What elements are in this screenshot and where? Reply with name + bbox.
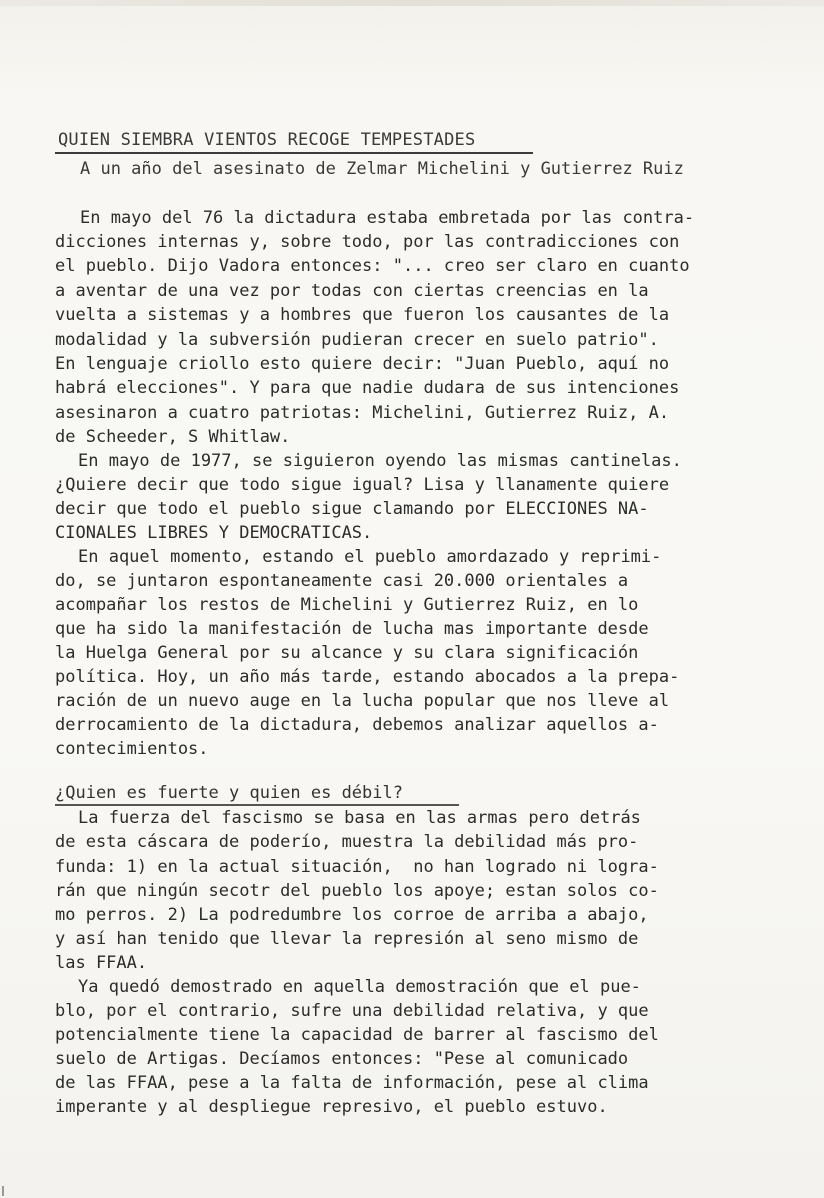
text-line: do, se juntaron espontaneamente casi 20.000 orientales a bbox=[55, 571, 629, 591]
text-line: derrocamiento de la dictadura, debemos analizar aquellos a- bbox=[55, 715, 659, 735]
text-line: que ha sido la manifestación de lucha mas importante desde bbox=[55, 619, 649, 639]
text-line: blo, por el contrario, sufre una debilidad relativa, y que bbox=[55, 1001, 649, 1021]
paper-margin-mark bbox=[2, 1186, 4, 1196]
text-line: CIONALES LIBRES Y DEMOCRATICAS. bbox=[55, 523, 373, 543]
paper-top-edge bbox=[0, 0, 824, 6]
text-line: dicciones internas y, sobre todo, por las contradicciones con bbox=[55, 232, 680, 252]
text-line: rán que ningún secotr del pueblo los apoye; estan solos co- bbox=[55, 881, 659, 901]
text-line: En mayo del 76 la dictadura estaba embretada por las contra- bbox=[80, 208, 695, 228]
text-line: de Scheeder, S Whitlaw. bbox=[55, 427, 291, 447]
text-line: la Huelga General por su alcance y su clara significación bbox=[55, 643, 639, 663]
text-line: suelo de Artigas. Decíamos entonces: "Pese al comunicado bbox=[55, 1049, 629, 1069]
text-line: de esta cáscara de poderío, muestra la debilidad más pro- bbox=[55, 832, 639, 852]
text-line: habrá elecciones". Y para que nadie dudara de sus intenciones bbox=[55, 378, 680, 398]
text-line: política. Hoy, un año más tarde, estando abocados a la prepa- bbox=[55, 667, 680, 687]
text-line: y así han tenido que llevar la represión al seno mismo de bbox=[55, 929, 639, 949]
text-line: En lenguaje criollo esto quiere decir: "Juan Pueblo, aquí no bbox=[55, 354, 670, 374]
text-line: ¿Quiere decir que todo sigue igual? Lisa y llanamente quiere bbox=[55, 475, 670, 495]
document-subtitle: A un año del asesinato de Zelmar Michelini y Gutierrez Ruiz bbox=[80, 159, 684, 179]
text-line: Ya quedó demostrado en aquella demostración que el pue- bbox=[78, 977, 641, 997]
text-line: el pueblo. Dijo Vadora entonces: "... creo ser claro en cuanto bbox=[55, 256, 690, 276]
text-line: ración de un nuevo auge en la lucha popular que nos lleve al bbox=[55, 691, 670, 711]
text-line: modalidad y la subversión pudieran crecer en suelo patrio". bbox=[55, 330, 659, 350]
text-line: acompañar los restos de Michelini y Gutierrez Ruiz, en lo bbox=[55, 595, 639, 615]
text-line: contecimientos. bbox=[55, 739, 209, 759]
text-line: La fuerza del fascismo se basa en las armas pero detrás bbox=[78, 808, 641, 828]
text-line: potencialmente tiene la capacidad de barrer al fascismo del bbox=[55, 1025, 659, 1045]
section-heading: ¿Quien es fuerte y quien es débil? bbox=[55, 783, 403, 803]
section-heading-underline bbox=[55, 804, 459, 806]
text-line: En mayo de 1977, se siguieron oyendo las mismas cantinelas. bbox=[78, 451, 682, 471]
text-line: En aquel momento, estando el pueblo amordazado y reprimi- bbox=[78, 547, 662, 567]
text-line: funda: 1) en la actual situación, no han logrado ni logra- bbox=[55, 857, 659, 877]
title-underline bbox=[55, 152, 533, 154]
text-line: vuelta a sistemas y a hombres que fueron los causantes de la bbox=[55, 305, 670, 325]
text-line: mo perros. 2) La podredumbre los corroe de arriba a abajo, bbox=[55, 905, 649, 925]
document-title: QUIEN SIEMBRA VIENTOS RECOGE TEMPESTADES bbox=[58, 130, 476, 150]
text-line: imperante y al despliegue represivo, el pueblo estuvo. bbox=[55, 1097, 608, 1117]
text-line: a aventar de una vez por todas con ciertas creencias en la bbox=[55, 281, 649, 301]
text-line: asesinaron a cuatro patriotas: Michelini, Gutierrez Ruiz, A. bbox=[55, 403, 670, 423]
text-line: las FFAA. bbox=[55, 953, 148, 973]
text-line: decir que todo el pueblo sigue clamando por ELECCIONES NA- bbox=[55, 499, 649, 519]
text-line: de las FFAA, pese a la falta de información, pese al clima bbox=[55, 1073, 649, 1093]
